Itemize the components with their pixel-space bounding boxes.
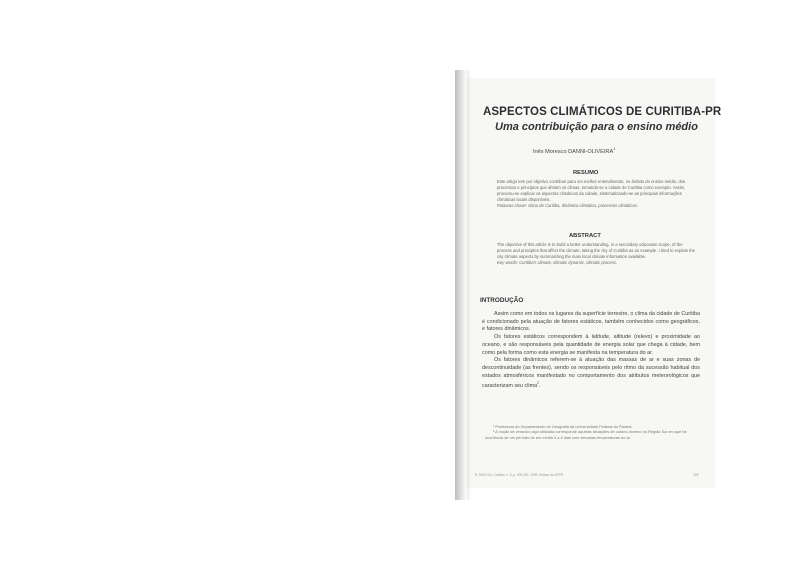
resumo-heading: RESUMO	[573, 170, 599, 176]
resumo-text: Este artigo tem por objetivo contribuir para um melhor entendimento, no âmbito do ensino médio, dos processos e princípios que afetam os climas, tomando-se a cidade de Curitiba como exemplo. Assim, procurou-se explicar os aspectos climáticos da cidade, sistematizando-se as principais informações climáticas locais disponíveis.	[497, 179, 686, 203]
resumo-body	[497, 179, 697, 209]
page-footer-citation: R. RA'E GA, Curitiba, n. 5, p. 209-262, 1999. Editora da UFPR	[475, 473, 564, 477]
paragraph-footnote-mark: 2	[537, 381, 540, 386]
page-edge-shade	[467, 70, 471, 500]
abstract-heading: ABSTRACT	[569, 233, 601, 239]
article-title: ASPECTOS CLIMÁTICOS DE CURITIBA-PR	[483, 106, 722, 118]
introducao-paragraph-3-text: Os fatores dinâmicos referem-se à atuação das massas de ar e suas zonas de descontinuidade (as frentes), sendo os responsáveis pelo ritmo da sucessão habitual dos estados atmosféricos manifestado no comportamento dos atributos meteorológicos que caracterizam seu clima	[482, 357, 700, 390]
footnote-2: ² A noção de veranico aqui utilizada corresponde àquelas situações de outono-inverno na Região Sul em que há ocorrência de um período de em média 3 a 4 dias com elevadas temperaturas do ar.	[485, 429, 687, 440]
abstract-text: The objective of this article is to build a better understanding, in a secondary education scope, of the process and principles that affect the climate, taking the city of Curitiba as an example. I tried to explain the city climate aspects by summarizing the main local climate information available.	[497, 242, 696, 260]
introducao-paragraph-2: Os fatores estáticos correspondem à latitude, altitude (relevo) e proximidade ao oceano, e são responsáveis pela quantidade de energia solar que chega à cidade, bem como pela forma como esta energia se manifesta na temperatura do ar.	[482, 334, 700, 356]
article-subtitle: Uma contribuição para o ensino médio	[495, 121, 698, 133]
author-footnote-mark: 1	[613, 146, 616, 151]
resumo-keywords: Palavras-chave: clima de Curitiba, dinâmica climática, processos climáticos.	[497, 203, 639, 209]
article-author	[533, 146, 615, 155]
footnote-1: ¹ Professora do Departamento de Geografia da Universidade Federal do Paraná.	[493, 424, 633, 429]
footnotes	[485, 424, 701, 440]
introducao-body	[482, 311, 700, 391]
abstract-body	[497, 242, 697, 266]
introducao-paragraph-3: Os fatores dinâmicos referem-se à atuação das massas de ar e suas zonas de descontinuidade (as frentes), sendo os responsáveis pelo ritmo da sucessão habitual dos estados atmosféricos manifestado no comportamento dos atributos meteorológicos que caracterizam seu clima$^2$.	[482, 357, 700, 390]
author-name: Inês Moresco DANNI-OLIVEIRA	[533, 148, 614, 155]
introducao-paragraph-1: Assim como em todos os lugares da superfície terrestre, o clima da cidade de Curitiba é condicionado pela atuação de fatores estáticos, também conhecidos como geográficos, e fatores dinâmicos.	[482, 311, 700, 333]
page-number: 209	[693, 473, 699, 477]
introducao-heading: INTRODUÇÃO	[480, 297, 524, 304]
abstract-keywords: Key-words: Curitiba's climate, climatic dynamic, climatic process.	[497, 260, 618, 266]
journal-page	[465, 78, 722, 488]
